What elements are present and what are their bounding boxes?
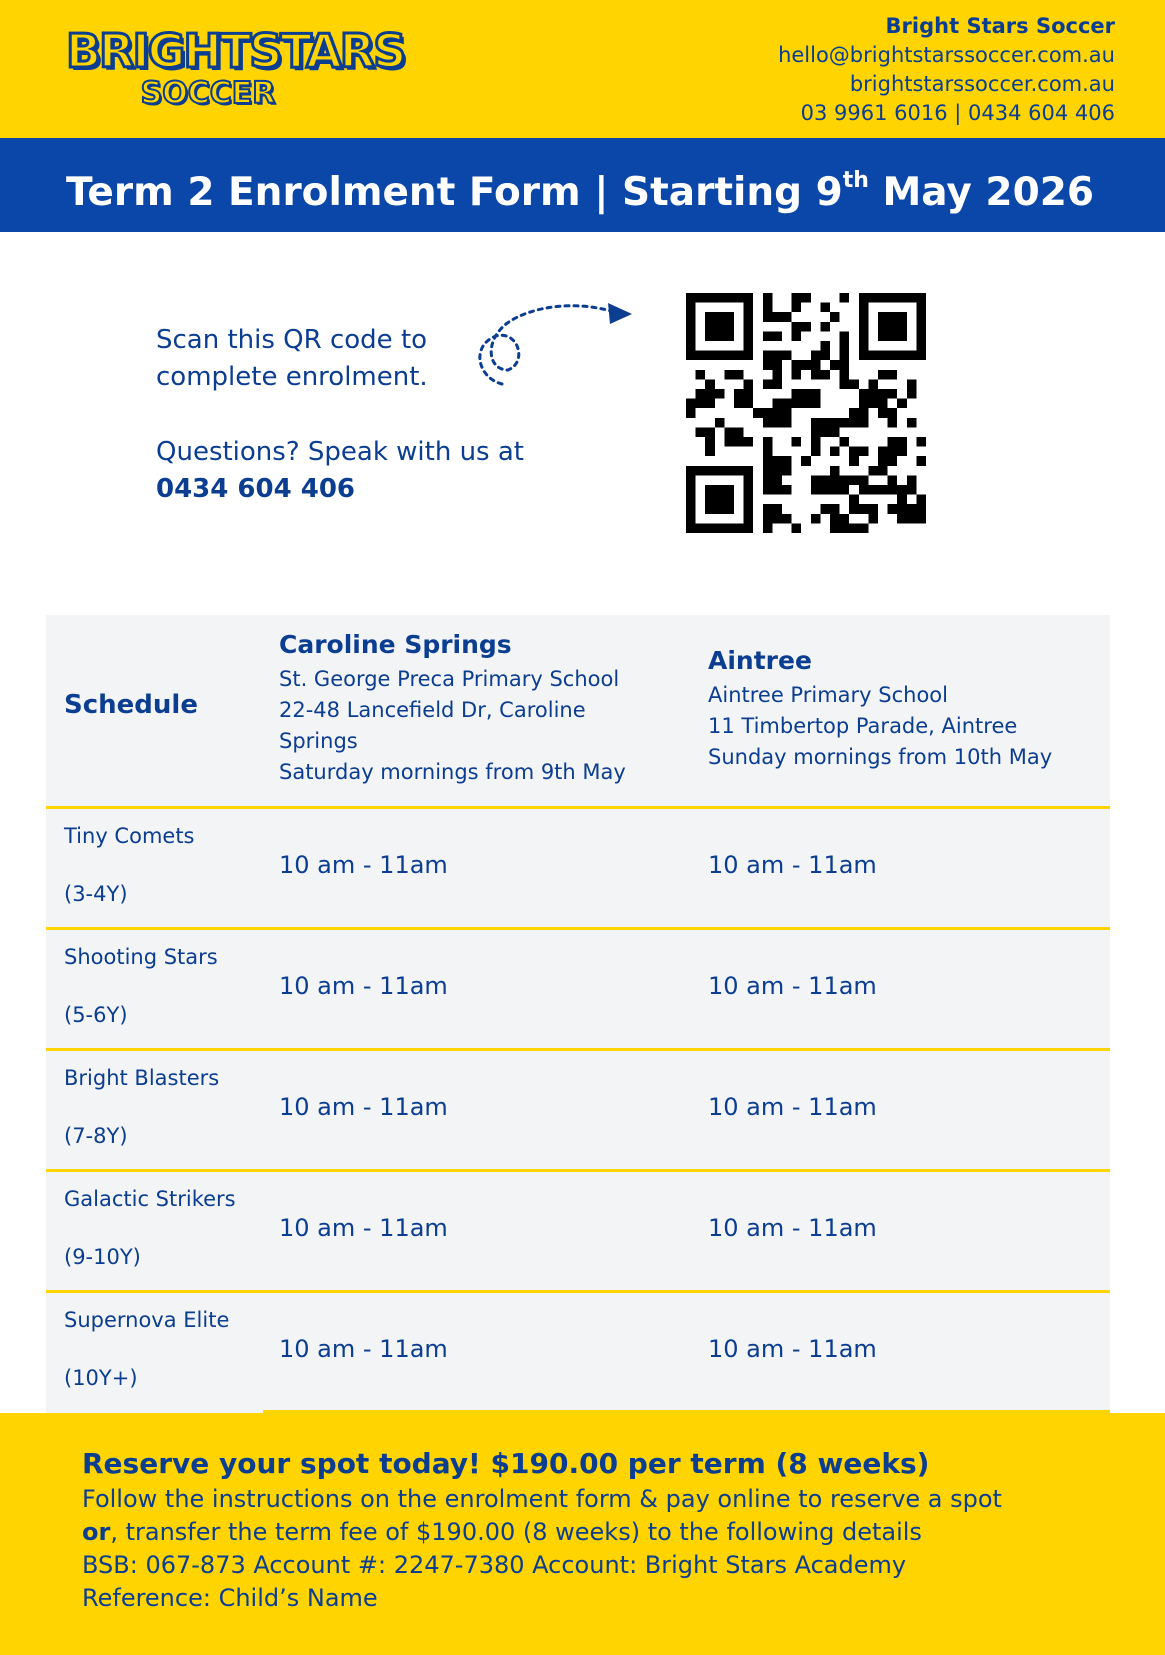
footer-or: or bbox=[82, 1518, 111, 1546]
logo-text-main: BRIGHTSTARS bbox=[66, 24, 405, 78]
scan-line-1: Scan this QR code to bbox=[156, 325, 428, 355]
footer-reference: Reference: Child’s Name bbox=[82, 1584, 378, 1612]
contact-email[interactable]: hello@brightstarssoccer.com.au bbox=[778, 43, 1115, 67]
venue-when: Saturday mornings from 9th May bbox=[279, 760, 626, 784]
dotted-arrow-icon bbox=[466, 300, 636, 392]
class-name: Galactic Strikers bbox=[64, 1187, 236, 1211]
venue-aintree bbox=[708, 642, 1098, 773]
time-aintree: 10 am - 11am bbox=[708, 1093, 877, 1121]
class-name: Shooting Stars bbox=[64, 945, 218, 969]
venue-name: Aintree bbox=[708, 646, 812, 675]
time-caroline-springs: 10 am - 11am bbox=[279, 1214, 448, 1242]
questions-block bbox=[156, 434, 576, 508]
time-caroline-springs: 10 am - 11am bbox=[279, 1335, 448, 1363]
page-title bbox=[66, 155, 1126, 215]
title-suffix: May 2026 bbox=[868, 170, 1094, 215]
title-prefix: Term 2 Enrolment Form | Starting 9 bbox=[66, 170, 843, 215]
venue-school: St. George Preca Primary School bbox=[279, 667, 620, 691]
class-name: Bright Blasters bbox=[64, 1066, 220, 1090]
table-row bbox=[46, 806, 1110, 929]
table-row bbox=[46, 1169, 1110, 1292]
class-name: Supernova Elite bbox=[64, 1308, 230, 1332]
class-name: Tiny Comets bbox=[64, 824, 195, 848]
time-caroline-springs: 10 am - 11am bbox=[279, 1093, 448, 1121]
footer-headline: Reserve your spot today! $190.00 per term (8 weeks) bbox=[82, 1447, 930, 1480]
footer-details bbox=[82, 1483, 1122, 1615]
questions-phone: 0434 604 406 bbox=[156, 474, 356, 504]
venue-address-line-2: Springs bbox=[279, 729, 358, 753]
class-age: (9-10Y) bbox=[64, 1245, 141, 1269]
venue-school: Aintree Primary School bbox=[708, 683, 948, 707]
table-row bbox=[46, 1048, 1110, 1171]
table-row bbox=[46, 927, 1110, 1050]
footer-line-2 bbox=[82, 1516, 1122, 1549]
class-age: (7-8Y) bbox=[64, 1124, 128, 1148]
schedule-header: Schedule bbox=[64, 690, 198, 720]
time-aintree: 10 am - 11am bbox=[708, 1214, 877, 1242]
table-row bbox=[46, 1290, 1110, 1413]
venue-address-line-1: 22-48 Lancefield Dr, Caroline bbox=[279, 698, 586, 722]
time-caroline-springs: 10 am - 11am bbox=[279, 972, 448, 1000]
scan-line-2: complete enrolment. bbox=[156, 362, 428, 392]
questions-text: Questions? Speak with us at bbox=[156, 437, 524, 467]
time-aintree: 10 am - 11am bbox=[708, 972, 877, 1000]
venue-address-line-1: 11 Timbertop Parade, Aintree bbox=[708, 714, 1018, 738]
contact-block bbox=[595, 12, 1115, 128]
class-age: (3-4Y) bbox=[64, 882, 128, 906]
scan-instructions bbox=[156, 322, 516, 396]
contact-phones: 03 9961 6016 | 0434 604 406 bbox=[800, 101, 1115, 125]
time-caroline-springs: 10 am - 11am bbox=[279, 851, 448, 879]
time-aintree: 10 am - 11am bbox=[708, 1335, 877, 1363]
class-age: (5-6Y) bbox=[64, 1003, 128, 1027]
venue-caroline-springs bbox=[279, 626, 669, 788]
footer-line-1: Follow the instructions on the enrolment form & pay online to reserve a spot bbox=[82, 1485, 1002, 1513]
org-name: Bright Stars Soccer bbox=[885, 14, 1115, 38]
brightstars-logo bbox=[66, 20, 405, 116]
footer-bank-details: BSB: 067-873 Account #: 2247-7380 Account: Bright Stars Academy bbox=[82, 1551, 907, 1579]
class-age: (10Y+) bbox=[64, 1366, 138, 1390]
time-aintree: 10 am - 11am bbox=[708, 851, 877, 879]
venue-name: Caroline Springs bbox=[279, 630, 512, 659]
footer-line-2-rest: , transfer the term fee of $190.00 (8 weeks) to the following details bbox=[110, 1518, 922, 1546]
title-sup: th bbox=[842, 168, 869, 193]
qr-code-icon[interactable] bbox=[686, 293, 926, 533]
contact-website[interactable]: brightstarssoccer.com.au bbox=[849, 72, 1115, 96]
venue-when: Sunday mornings from 10th May bbox=[708, 745, 1053, 769]
logo-text-sub: SOCCER bbox=[140, 76, 276, 111]
